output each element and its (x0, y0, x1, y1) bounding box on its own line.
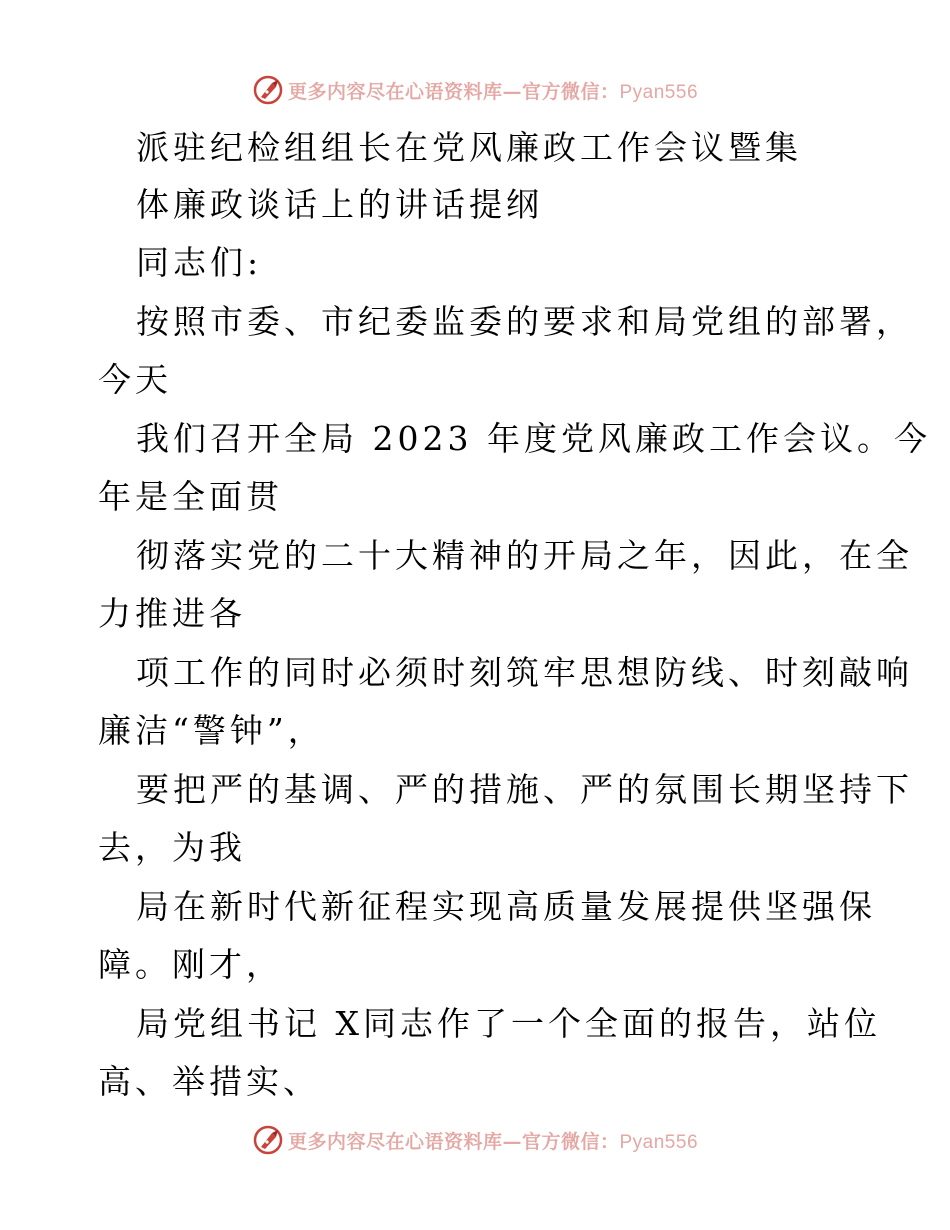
title-line-1: 派驻纪检组组长在党风廉政工作会议暨集 (136, 128, 802, 167)
watermark-id: Pyan556 (619, 81, 699, 103)
salutation: 同志们: (136, 243, 263, 282)
body-line: 按照市委、市纪委监委的要求和局党组的部署， (136, 302, 913, 341)
body-line: 今天 (98, 360, 172, 399)
body-line: 廉洁“警钟”， (98, 711, 325, 750)
body-line: 项工作的同时必须时刻筑牢思想防线、时刻敲响 (136, 653, 913, 692)
body-line: 年是全面贯 (98, 477, 283, 516)
watermark-text: 更多内容尽在心语资料库—官方微信：Pyan556 (287, 1130, 699, 1153)
body-line: 我们召开全局 2023 年度党风廉政工作会议。今 (136, 419, 931, 458)
body-line: 局在新时代新征程实现高质量发展提供坚强保 (136, 887, 876, 926)
body-line: 高、举措实、 (98, 1062, 320, 1101)
body-line: 局党组书记 X同志作了一个全面的报告，站位 (136, 1004, 881, 1043)
body-line: 彻落实党的二十大精神的开局之年，因此，在全 (136, 536, 913, 575)
watermark-id: Pyan556 (619, 1131, 699, 1153)
body-line: 力推进各 (98, 594, 246, 633)
body-line: 障。刚才， (98, 945, 283, 984)
pen-nib-circle-icon (252, 1124, 284, 1156)
body-line: 要把严的基调、严的措施、严的氛围长期坚持下 (136, 770, 913, 809)
title-line-2: 体廉政谈话上的讲话提纲 (136, 185, 543, 224)
body-line: 去，为我 (98, 828, 246, 867)
watermark-text: 更多内容尽在心语资料库—官方微信：Pyan556 (287, 80, 699, 103)
footer-watermark (0, 1120, 950, 1160)
